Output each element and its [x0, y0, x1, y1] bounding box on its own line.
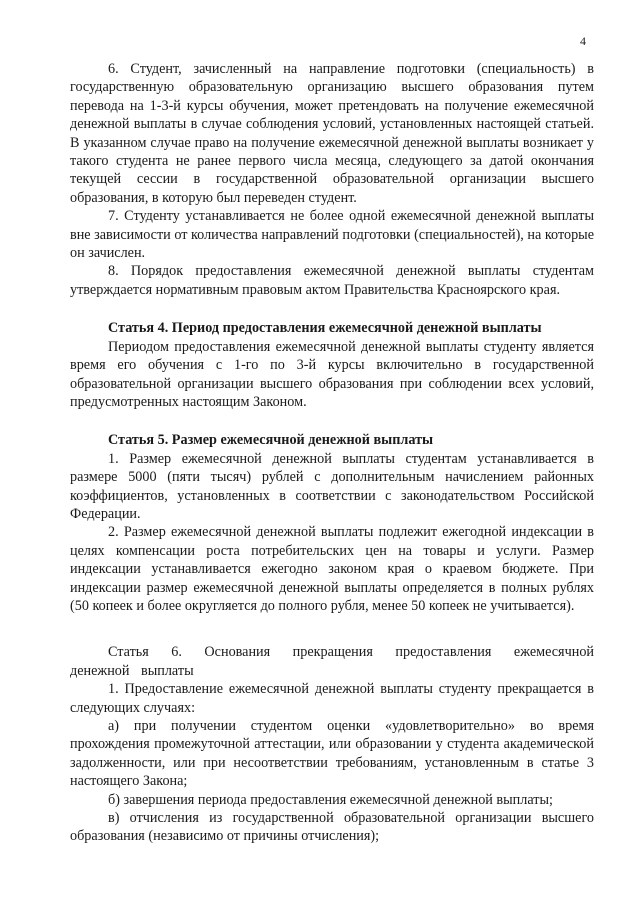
- document-body: [70, 60, 594, 846]
- article-6-item-b: б) завершения периода предоставления ежемесячной денежной выплаты;: [108, 791, 553, 808]
- article-6-paragraph-1: 1. Предоставление ежемесячной денежной выплаты студенту прекращается в следующих случаях:: [70, 681, 594, 716]
- article-4-paragraph: Периодом предоставления ежемесячной денежной выплаты студенту является время его обучения с 1-го по 3-й курсы включительно в государственной образовательной организации высшего образования при соблюдении всех условий, предусмотренных настоящим Законом.: [70, 338, 594, 410]
- article-6-item-a: а) при получении студентом оценки «удовлетворительно» во время прохождения промежуточной аттестации, или образовании у студента академической задолженности, или при несоответствии требованиям, установленным в статье 3 настоящего Закона;: [70, 718, 594, 790]
- article-5-paragraph-1: 1. Размер ежемесячной денежной выплаты студентам устанавливается в размере 5000 (пяти тысяч) рублей с дополнительным начислением районных коэффициентов, установленных в соответствии с законодательством Российской Федерации.: [70, 450, 594, 522]
- paragraph-6: 6. Студент, зачисленный на направление подготовки (специальность) в государственную образовательную организацию высшего образования путем перевода на 1-3-й курсы обучения, может претендовать на получение ежемесячной денежной выплаты в случае соблюдения условий, установленных настоящей статьей. В указанном случае право на получение ежемесячной денежной выплаты возникает у такого студента не ранее первого числа месяца, следующего за датой окончания текущей сессии в государственной образовательной организации высшего образования, в которую был переведен студент.: [70, 61, 594, 206]
- article-5-paragraph-2: 2. Размер ежемесячной денежной выплаты подлежит ежегодной индексации в целях компенсации роста потребительских цен на товары и услуги. Размер индексации устанавливается ежегодно законом края о краевом бюджете. При индексации размер ежемесячной денежной выплаты определяется в полных рублях (50 копеек и более округляется до полного рубля, менее 50 копеек не учитывается).: [70, 524, 594, 614]
- paragraph-8: 8. Порядок предоставления ежемесячной денежной выплаты студентам утверждается нормативным правовым актом Правительства Красноярского края.: [70, 263, 594, 298]
- paragraph-7: 7. Студенту устанавливается не более одной ежемесячной денежной выплаты вне зависимости от количества направлений подготовки (специальностей), на которые он зачислен.: [70, 208, 594, 262]
- article-4-heading: Статья 4. Период предоставления ежемесячной денежной выплаты: [108, 320, 542, 337]
- article-6-heading: Статья 6. Основания прекращения предоставления ежемесячной денежной выплаты: [70, 644, 594, 679]
- page-number: 4: [580, 34, 586, 48]
- article-6-item-c: в) отчисления из государственной образовательной организации высшего образования (независимо от причины отчисления);: [70, 810, 594, 845]
- article-5-heading: Статья 5. Размер ежемесячной денежной выплаты: [108, 432, 434, 449]
